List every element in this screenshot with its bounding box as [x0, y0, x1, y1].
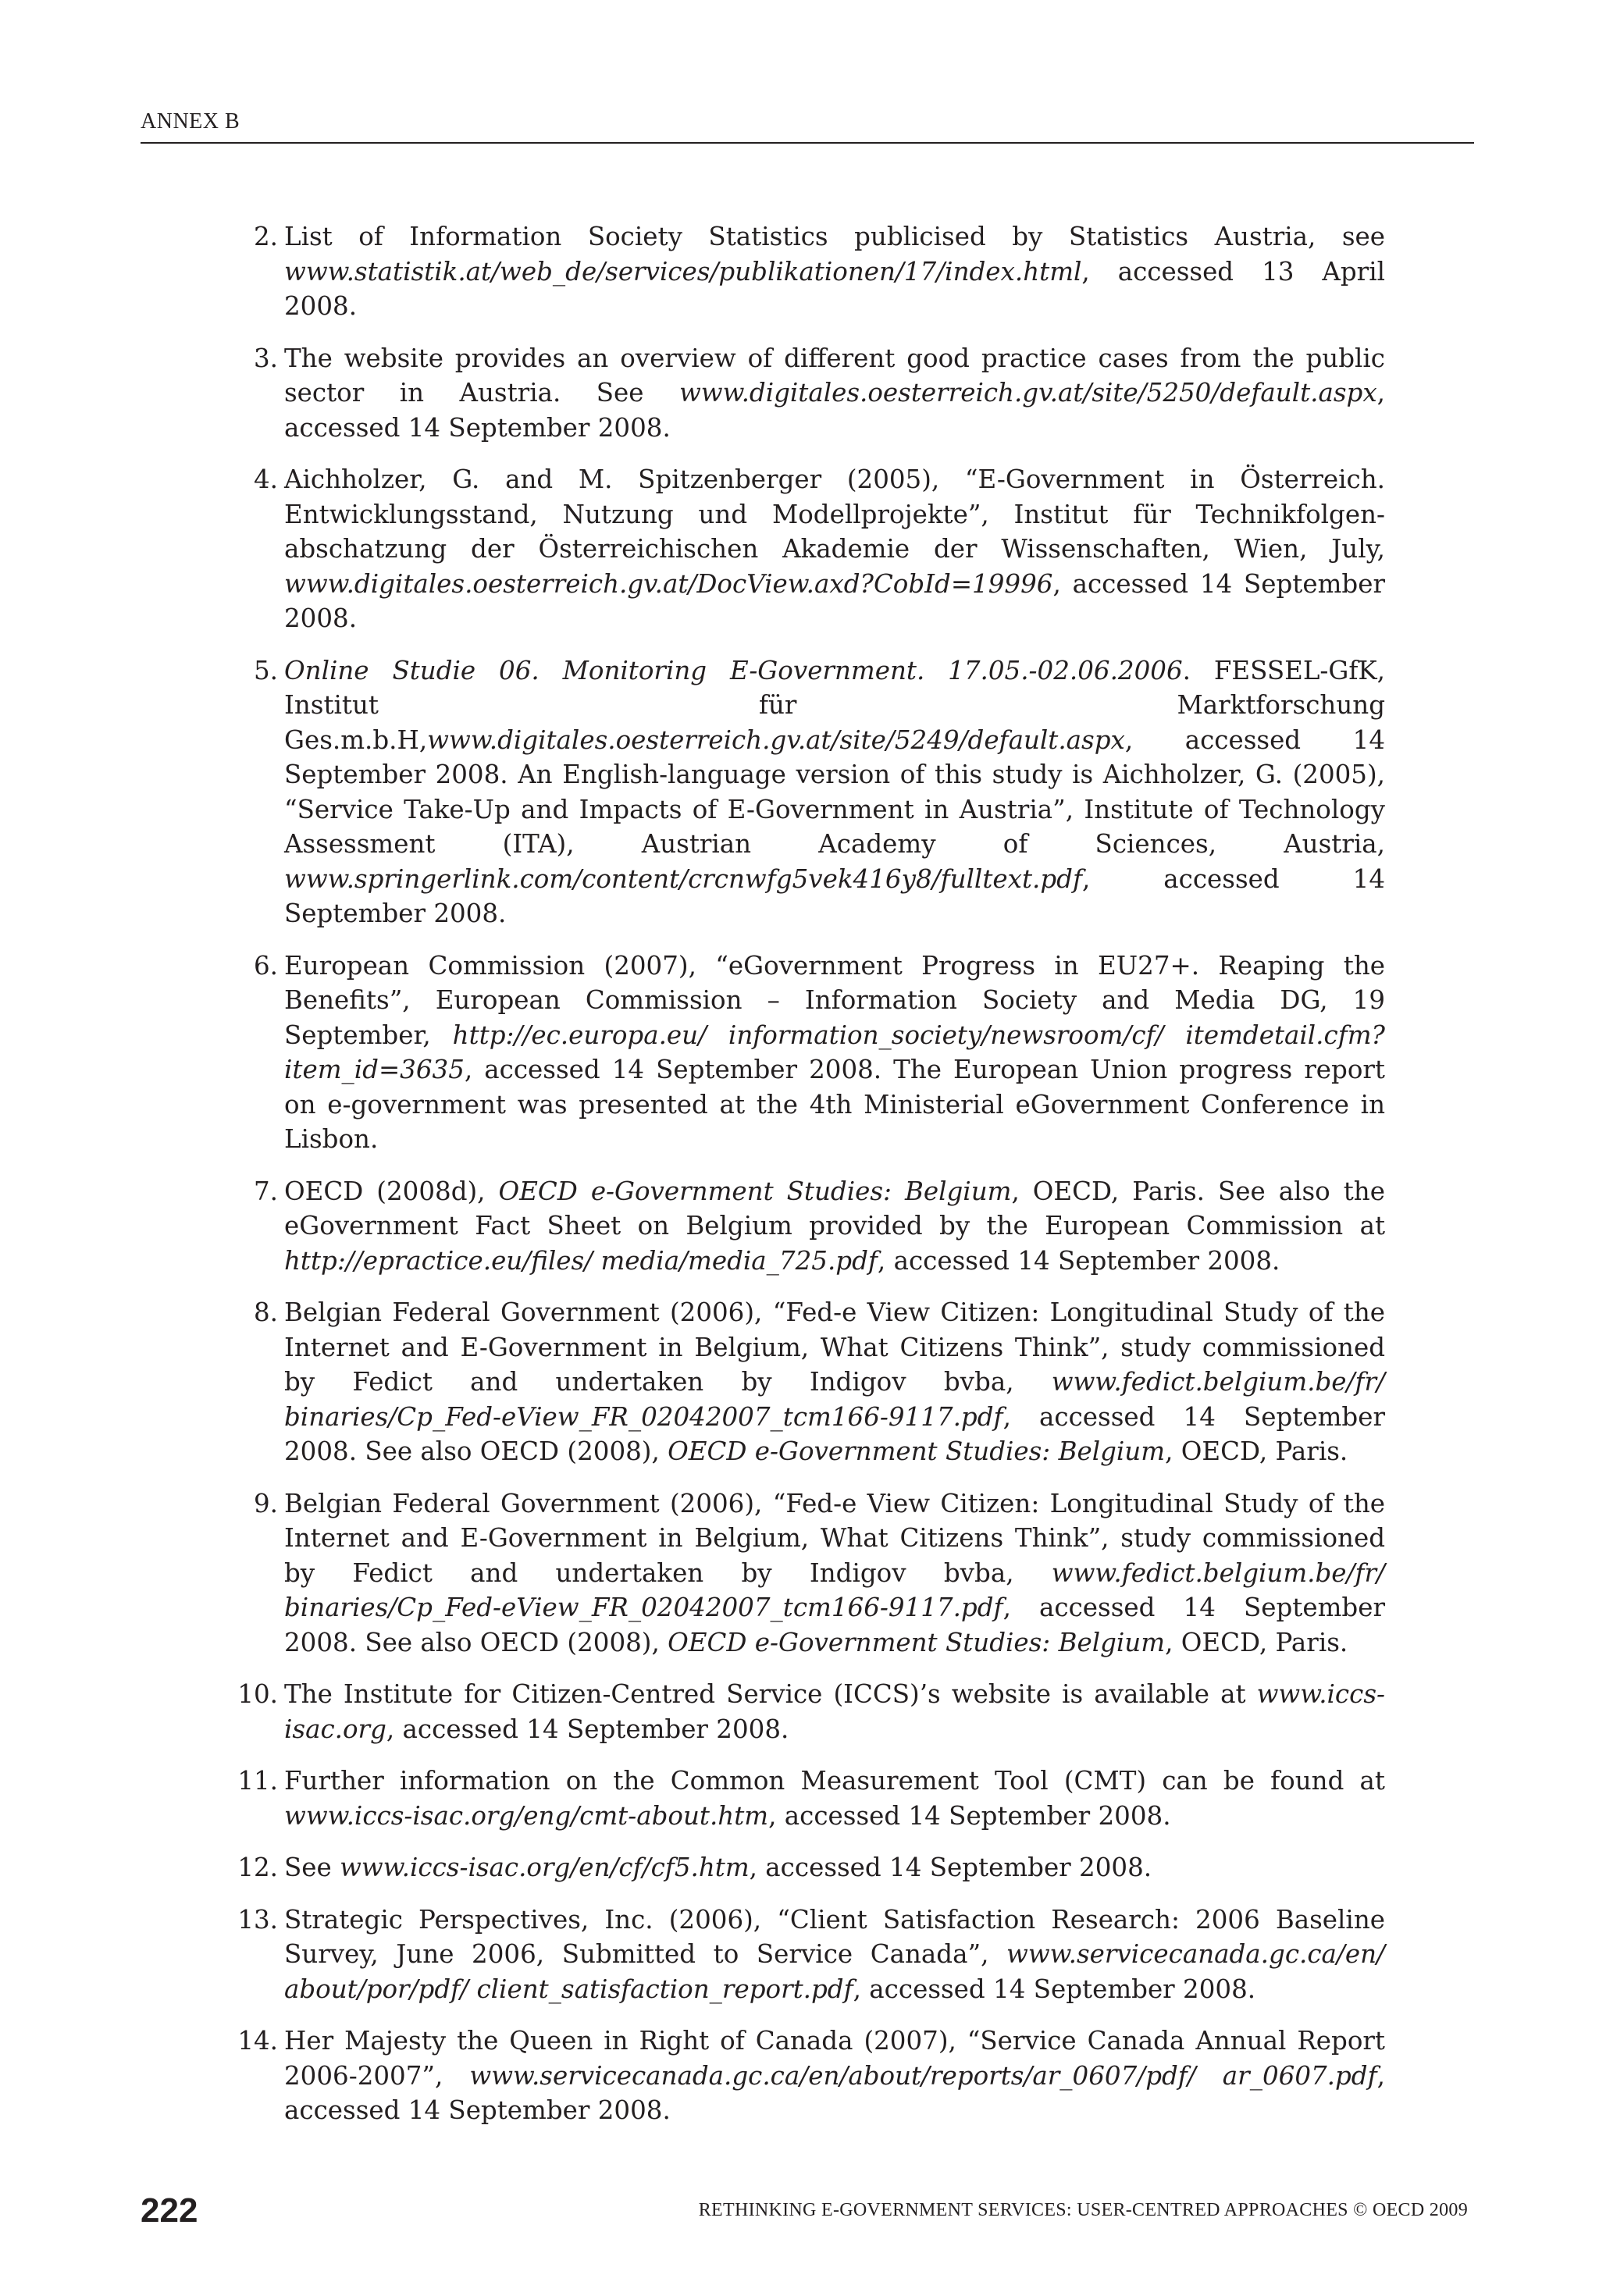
citation-text: , accessed 14 September 2008.: [284, 2060, 1385, 2125]
citation-text: See: [284, 1853, 340, 1882]
citation-text: Strategic Perspectives, Inc. (2006), “Client Satisfaction Research: 2006 Baseline Survey, June 2006, Submitted to Service Canada”,: [284, 1904, 1385, 1969]
endnote-item: [234, 341, 1385, 446]
endnote-number: 13.: [237, 1904, 278, 1935]
publication-title: RETHINKING E-GOVERNMENT SERVICES: USER-CENTRED APPROACHES © OECD 2009: [698, 2200, 1468, 2220]
endnote-number: 9.: [253, 1488, 278, 1518]
citation-text: , OECD, Paris.: [1165, 1436, 1348, 1466]
citation-text: , accessed 14 September 2008. See also OECD (2008),: [284, 1401, 1385, 1466]
citation-text: Belgian Federal Government (2006), “Fed-e View Citizen: Longitudinal Study of the Internet and E-Government in Belgium, What Citizens Think”, study commissioned by Fedict and undertaken by Indigov bvba,: [284, 1488, 1385, 1588]
endnote-text: [284, 1295, 1385, 1469]
citation-text: , accessed 14 September 2008.: [386, 1714, 789, 1744]
endnote-item: [234, 1764, 1385, 1833]
endnote-text: [284, 219, 1385, 324]
citation-text: , accessed 14 September 2008.: [284, 863, 1385, 928]
endnote-number: 11.: [237, 1766, 278, 1796]
citation-text: Aichholzer, G. and M. Spitzenberger (2005), “E-Government in Österreich. Entwicklungsstand, Nutzung und Modellprojekte”, Institut für Technikfolgen-abschatzung der Österreichischen Akademie der Wissenschaften, Wien, July,: [284, 465, 1385, 564]
endnote-number: 6.: [253, 950, 278, 981]
citation-italic: www.iccs-isac.org: [284, 1679, 1385, 1744]
endnote-number: 3.: [253, 343, 278, 373]
endnote-text: [284, 653, 1385, 931]
endnote-item: [234, 2024, 1385, 2128]
citation-text: Belgian Federal Government (2006), “Fed-e View Citizen: Longitudinal Study of the Internet and E-Government in Belgium, What Citizens Think”, study commissioned by Fedict and undertaken by Indigov bvba,: [284, 1298, 1385, 1397]
citation-text: . FESSEL-GfK, Institut für Marktforschung Ges.m.b.H,: [284, 655, 1385, 755]
citation-italic: Online Studie 06. Monitoring E-Government. 17.05.-02.06.2006: [284, 655, 1183, 685]
citation-italic: OECD e-Government Studies: Belgium: [668, 1627, 1166, 1657]
citation-italic: http://ec.europa.eu/ information_society/newsroom/cf/ itemdetail.cfm?item_id=3635: [284, 1020, 1385, 1084]
endnote-text: [284, 462, 1385, 636]
page-number: 222: [141, 2191, 198, 2230]
endnote-item: [234, 1850, 1385, 1885]
citation-text: OECD (2008d),: [284, 1176, 499, 1206]
citation-italic: www.servicecanada.gc.ca/en/ about/por/pdf/ client_satisfaction_report.pdf: [284, 1939, 1385, 2004]
citation-text: Further information on the Common Measurement Tool (CMT) can be found at: [284, 1766, 1385, 1796]
endnote-number: 5.: [253, 655, 278, 685]
citation-text: Her Majesty the Queen in Right of Canada (2007), “Service Canada Annual Report 2006-2007”,: [284, 2026, 1385, 2091]
citation-italic: www.fedict.belgium.be/fr/ binaries/Cp_Fed-eView_FR_02042007_tcm166-9117.pdf: [284, 1557, 1385, 1622]
citation-text: The website provides an overview of different good practice cases from the public sector in Austria. See: [284, 343, 1385, 408]
endnote-number: 4.: [253, 465, 278, 494]
citation-italic: www.statistik.at/web_de/services/publikationen/17/index.html: [284, 256, 1082, 287]
endnotes-list: [234, 219, 1385, 2145]
endnote-item: [234, 1174, 1385, 1279]
citation-text: , OECD, Paris. See also the eGovernment Fact Sheet on Belgium provided by the European Commission at: [284, 1176, 1385, 1241]
endnote-text: [284, 341, 1385, 446]
endnote-text: [284, 1677, 1385, 1746]
annex-label: ANNEX B: [141, 109, 240, 133]
endnote-item: [234, 949, 1385, 1157]
citation-text: , accessed 14 September 2008. An English-language version of this study is Aichholzer, G. (2005), “Service Take-Up and Impacts of E-Government in Austria”, Institute of Technology Assessment (ITA), Austrian Academy of Sciences, Austria,: [284, 724, 1385, 859]
citation-text: , accessed 13 April 2008.: [284, 256, 1385, 321]
citation-text: , accessed 14 September 2008. The European Union progress report on e-government was presented at the 4th Ministerial eGovernment Conference in Lisbon.: [284, 1055, 1385, 1154]
endnote-item: [234, 1903, 1385, 2007]
citation-italic: www.digitales.oesterreich.gv.at/DocView.axd?CobId=19996: [284, 568, 1053, 599]
citation-italic: www.digitales.oesterreich.gv.at/site/5249/default.aspx: [427, 724, 1125, 755]
running-header: [141, 108, 1474, 144]
endnote-text: [284, 1903, 1385, 2007]
citation-text: , accessed 14 September 2008.: [284, 378, 1385, 443]
endnote-number: 10.: [237, 1679, 278, 1709]
endnote-item: [234, 1486, 1385, 1661]
endnote-text: [284, 2024, 1385, 2128]
citation-italic: www.iccs-isac.org/en/cf/cf5.htm: [340, 1853, 750, 1882]
citation-italic: OECD e-Government Studies: Belgium: [498, 1176, 1012, 1206]
citation-text: , OECD, Paris.: [1165, 1627, 1348, 1657]
endnote-item: [234, 462, 1385, 636]
endnote-number: 7.: [253, 1176, 278, 1206]
endnote-text: [284, 1486, 1385, 1661]
citation-italic: http://epractice.eu/files/ media/media_725.pdf: [284, 1245, 878, 1276]
endnote-item: [234, 219, 1385, 324]
endnote-item: [234, 1677, 1385, 1746]
citation-italic: OECD e-Government Studies: Belgium: [668, 1436, 1166, 1466]
citation-text: , accessed 14 September 2008. See also OECD (2008),: [284, 1593, 1385, 1657]
endnote-text: [284, 949, 1385, 1157]
citation-italic: www.digitales.oesterreich.gv.at/site/5250/default.aspx: [678, 378, 1377, 408]
citation-text: The Institute for Citizen-Centred Service (ICCS)’s website is available at: [284, 1679, 1257, 1709]
citation-italic: www.servicecanada.gc.ca/en/about/reports/ar_0607/pdf/ ar_0607.pdf: [469, 2060, 1377, 2091]
citation-text: , accessed 14 September 2008.: [749, 1853, 1152, 1882]
endnote-number: 2.: [253, 222, 278, 251]
citation-text: , accessed 14 September 2008.: [768, 1800, 1171, 1831]
citation-text: , accessed 14 September 2008.: [284, 568, 1385, 633]
endnote-number: 8.: [253, 1298, 278, 1327]
citation-text: , accessed 14 September 2008.: [853, 1974, 1256, 2004]
endnote-item: [234, 653, 1385, 931]
endnote-text: [284, 1764, 1385, 1833]
citation-text: List of Information Society Statistics publicised by Statistics Austria, see: [284, 222, 1385, 251]
endnote-item: [234, 1295, 1385, 1469]
endnote-number: 12.: [237, 1853, 278, 1882]
endnote-number: 14.: [237, 2026, 278, 2056]
endnote-text: [284, 1174, 1385, 1279]
endnote-text: [284, 1850, 1385, 1885]
citation-italic: www.fedict.belgium.be/fr/ binaries/Cp_Fed-eView_FR_02042007_tcm166-9117.pdf: [284, 1367, 1385, 1432]
citation-italic: www.springerlink.com/content/crcnwfg5vek416y8/fulltext.pdf: [284, 863, 1082, 894]
citation-text: , accessed 14 September 2008.: [877, 1245, 1280, 1276]
citation-text: European Commission (2007), “eGovernment Progress in EU27+. Reaping the Benefits”, European Commission – Information Society and Media DG, 19 September,: [284, 950, 1385, 1050]
citation-italic: www.iccs-isac.org/eng/cmt-about.htm: [284, 1800, 769, 1831]
